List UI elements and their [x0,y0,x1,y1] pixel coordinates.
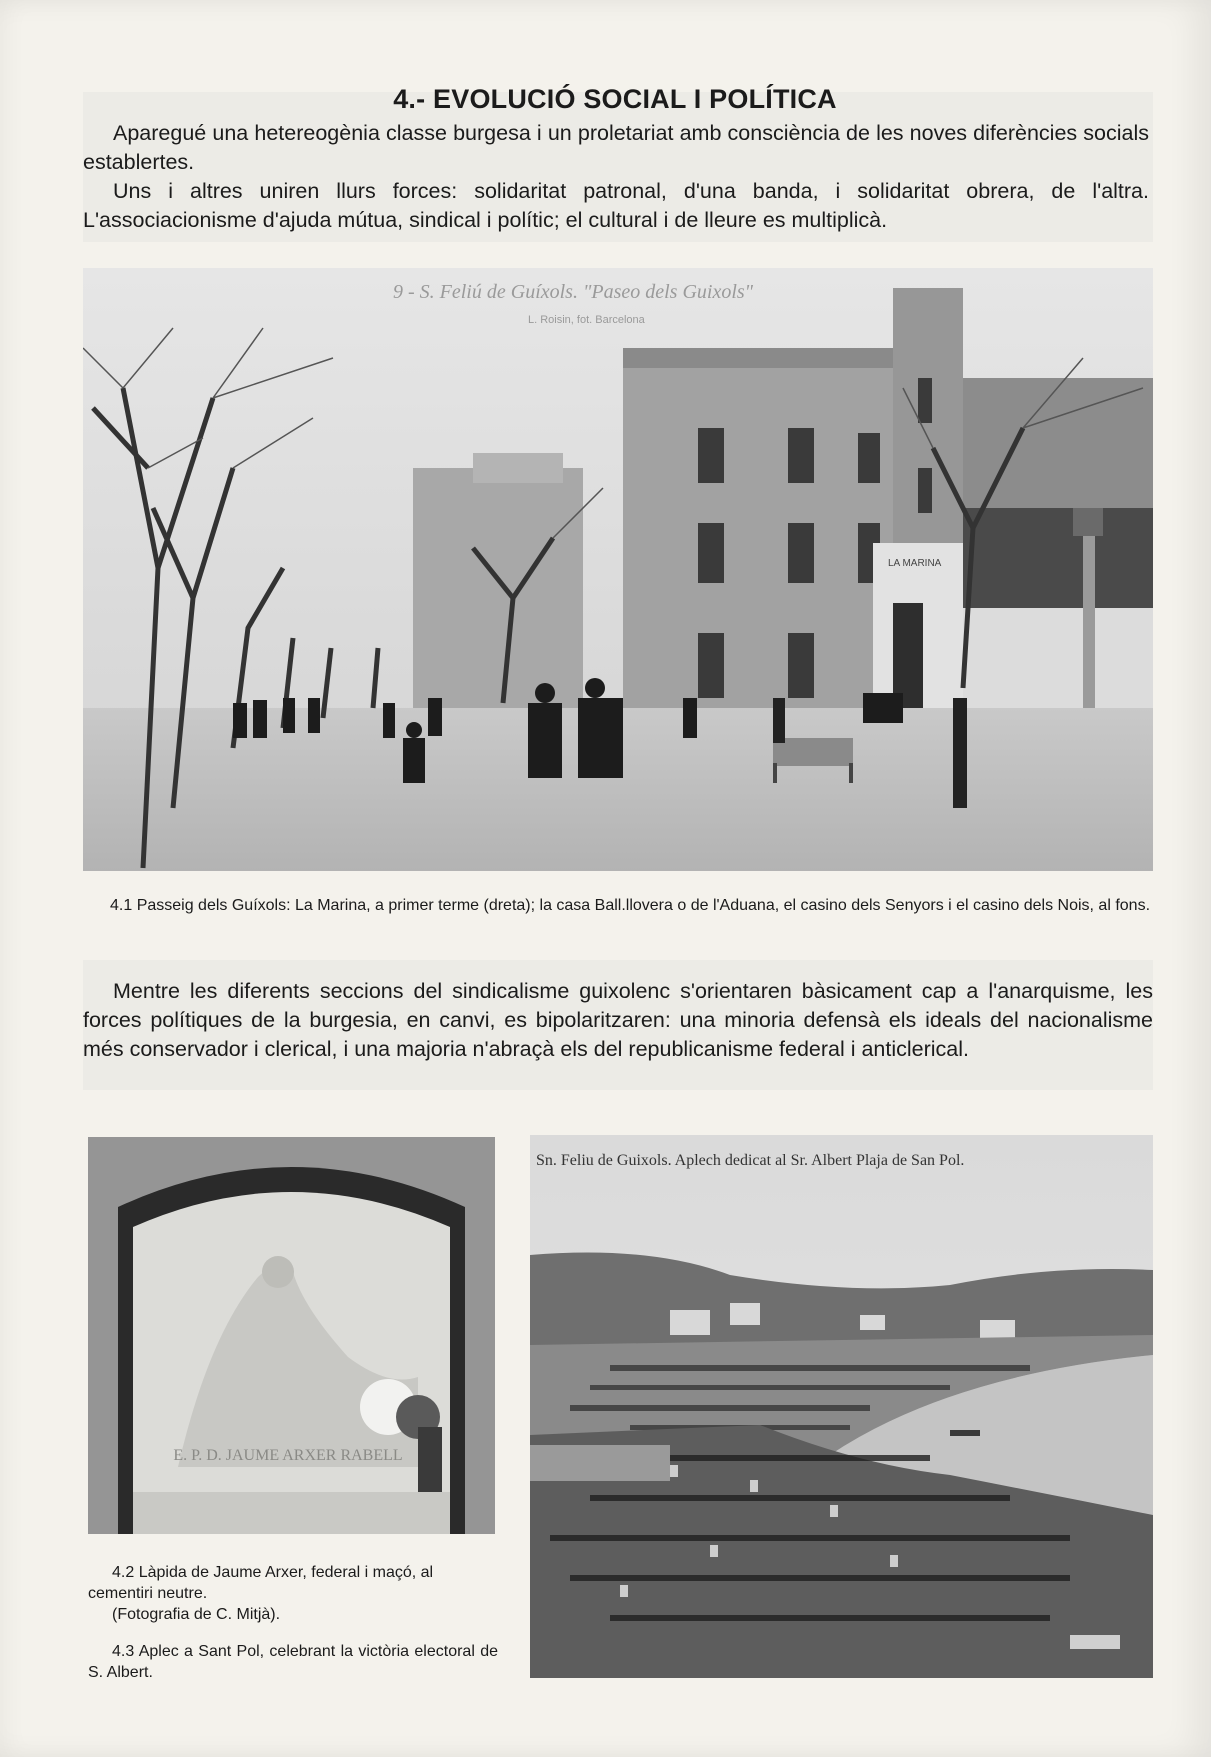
photo-aplec-sant-pol [530,1135,1153,1678]
page-title: 4.- EVOLUCIÓ SOCIAL I POLÍTICA [393,84,837,114]
postcard-title-3: Sn. Feliu de Guixols. Aplech dedicat al Sr. Albert Plaja de San Pol. [536,1152,965,1169]
postcard-title-1: 9 - S. Feliú de Guíxols. "Paseo dels Guixols" [393,281,754,303]
caption-4-2: 4.2 Làpida de Jaume Arxer, federal i maçó, al cementiri neutre. (Fotografia de C. Mitjà). [88,1564,434,1623]
middle-paragraph: Mentre les diferents seccions del sindicalisme guixolenc s'orientaren bàsicament cap a l'anarquisme, les forces polítiques de la burgesia, en canvi, es bipolaritzaren: una minoria defensà els ideals del nacionalisme més conservador i clerical, i una majoria n'abraçà els del republicanisme federal i anticlerical. [83,979,1153,1061]
intro-paragraph-1: Aparegué una hetereogènia classe burgesa i un proletariat amb consciència de les noves diferències socials establertes. [83,121,1149,174]
intro-paragraph-2: Uns i altres uniren llurs forces: solidaritat patronal, d'una banda, i solidaritat obrera, de l'altra. L'associacionisme d'ajuda mútua, sindical i polític; el cultural i de lleure es multiplicà. [83,179,1149,232]
caption-4-3: 4.3 Aplec a Sant Pol, celebrant la victòria electoral de S. Albert. [88,1643,498,1681]
caption-4-1: 4.1 Passeig dels Guíxols: La Marina, a primer terme (dreta); la casa Ball.llovera o de l'Aduana, el casino dels Senyors i el casino dels Nois, al fons. [110,897,1151,914]
photo-passeig-dels-guixols [83,268,1153,871]
photo-lapida-jaume-arxer [88,1137,495,1534]
postcard-credit-1: L. Roisin, fot. Barcelona [528,314,645,326]
la-marina-sign: LA MARINA [888,558,942,569]
lapida-inscription: E. P. D. JAUME ARXER RABELL [173,1447,403,1464]
